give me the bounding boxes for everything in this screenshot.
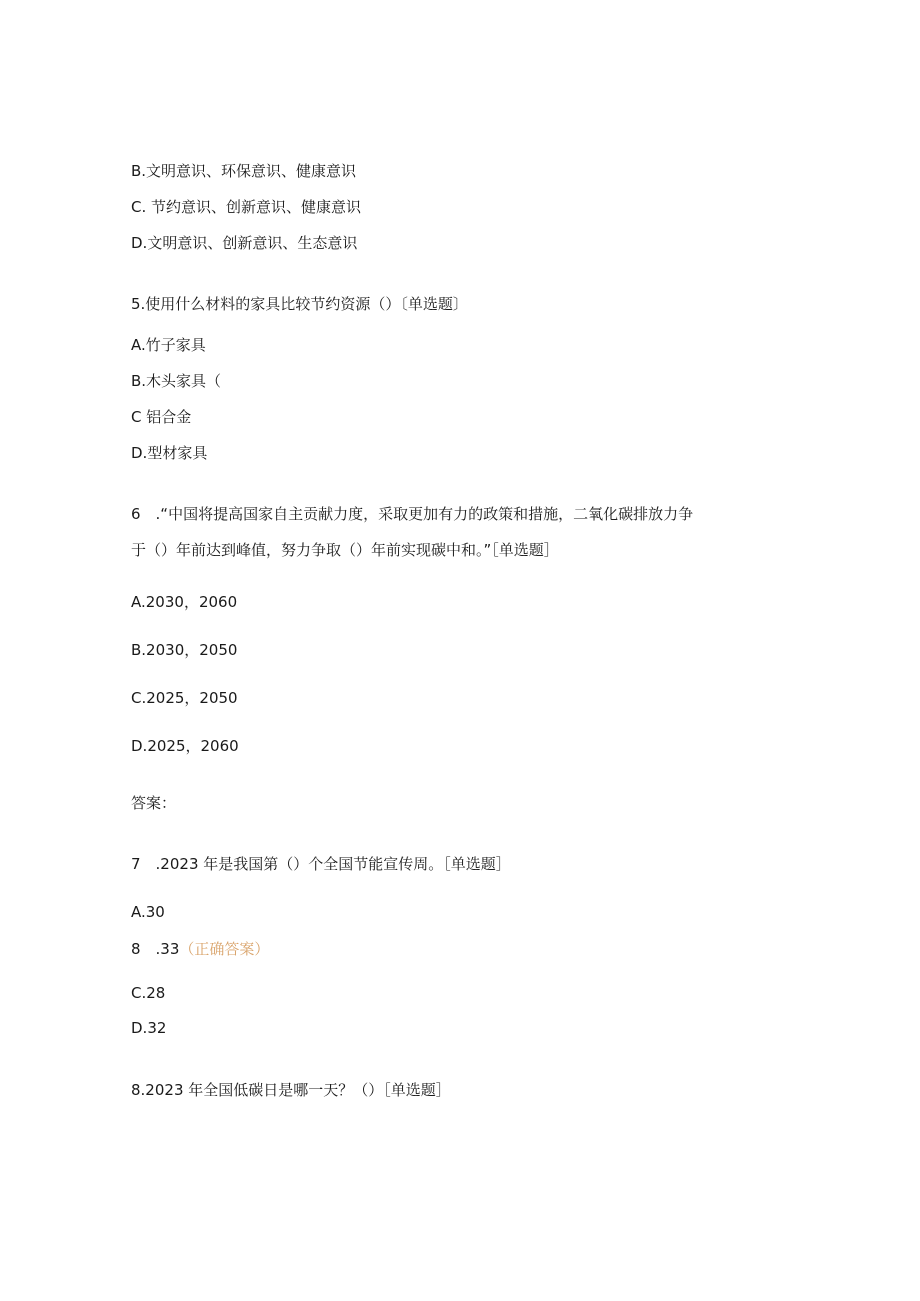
q6-answer-label: 答案： — [131, 794, 177, 812]
q8-question: 8.2023 年全国低碳日是哪一天？（）［单选题］ — [131, 1081, 451, 1099]
q4-option-d: D.文明意识、创新意识、生态意识 — [131, 234, 358, 252]
q4-option-b: B.文明意识、环保意识、健康意识 — [131, 162, 357, 180]
q7-option-d: D.32 — [131, 1019, 167, 1037]
q5-option-c: C 铝合金 — [131, 408, 192, 426]
q7-question: 7 .2023 年是我国第（）个全国节能宣传周。［单选题］ — [131, 855, 511, 873]
correct-answer-tag: （正确答案） — [179, 940, 270, 958]
q7-option-c: C.28 — [131, 984, 166, 1002]
q6-option-b: B.2030，2050 — [131, 641, 238, 659]
q6-option-c: C.2025，2050 — [131, 689, 238, 707]
q6-question-line2: 于（）年前达到峰值，努力争取（）年前实现碳中和。”［单选题］ — [131, 541, 559, 559]
q7-option-a: A.30 — [131, 903, 165, 921]
q6-question-line1: 6 .“中国将提高国家自主贡献力度，采取更加有力的政策和措施，二氧化碳排放力争 — [131, 505, 694, 523]
q5-option-b: B.木头家具（ — [131, 372, 222, 390]
q6-option-d: D.2025，2060 — [131, 737, 239, 755]
q4-option-c: C. 节约意识、创新意识、健康意识 — [131, 198, 362, 216]
q7-option-b-text: 8 .33 — [131, 940, 180, 958]
q5-question: 5.使用什么材料的家具比较节约资源（）〔单选题〕 — [131, 295, 468, 313]
q5-option-a: A.竹子家具 — [131, 336, 206, 354]
q5-option-d: D.型材家具 — [131, 444, 208, 462]
q7-option-b — [131, 939, 269, 959]
q6-option-a: A.2030，2060 — [131, 593, 238, 611]
